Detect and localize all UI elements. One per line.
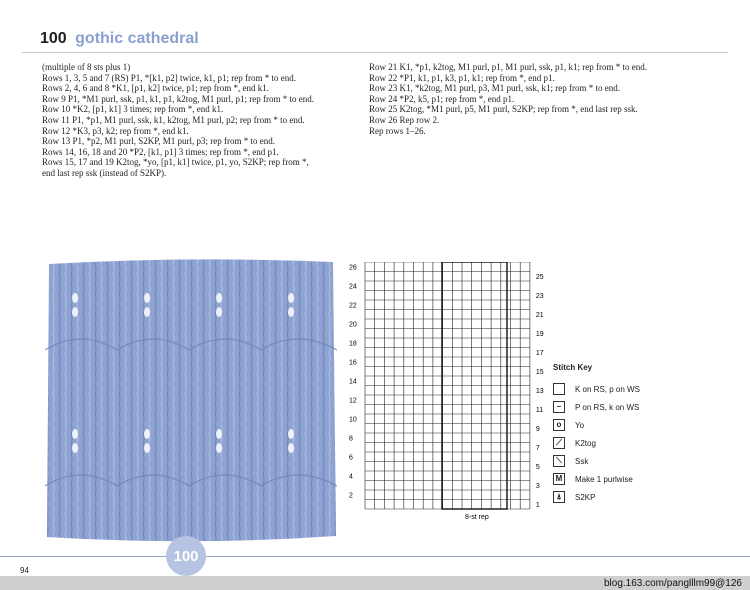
- key-item: [553, 380, 713, 398]
- key-item: [553, 452, 713, 470]
- pattern-number: 100: [40, 30, 67, 47]
- chart-row-label: 11: [535, 407, 544, 415]
- stitch-chart: [347, 262, 547, 522]
- chart-row-label: 18: [349, 340, 357, 348]
- chart-row-label: 12: [349, 397, 357, 405]
- make1-purl-icon: M: [553, 473, 565, 485]
- stitch-key: [553, 363, 713, 506]
- pattern-badge: 100: [166, 536, 206, 576]
- chart-row-label: 19: [535, 331, 544, 339]
- instruction-line: Rows 2, 4, 6 and 8 *K1, [p1, k2] twice, p1; rep from *, end k1.: [42, 83, 269, 94]
- key-item: [553, 416, 713, 434]
- chart-row-label: 21: [535, 312, 544, 320]
- instructions-right-column: [369, 62, 699, 136]
- key-item: [553, 470, 713, 488]
- key-item: [553, 434, 713, 452]
- page-number: 94: [20, 566, 29, 575]
- instruction-line: Row 10 *K2, [p1, k1] 3 times; rep from *, end k1.: [42, 104, 224, 115]
- chart-row-label: 10: [349, 416, 357, 424]
- purl-icon: –: [553, 401, 565, 413]
- instruction-line: Row 24 *P2, k5, p1; rep from *, end p1.: [369, 93, 515, 104]
- instructions-left-column: [42, 62, 357, 179]
- k2tog-icon: ⟋: [553, 437, 565, 449]
- chart-row-label: 5: [535, 464, 540, 472]
- ssk-icon: ⟍: [553, 455, 565, 467]
- instruction-line: Row 26 Rep row 2.: [369, 114, 440, 125]
- key-label: P on RS, k on WS: [575, 402, 640, 412]
- instruction-line: Rows 1, 3, 5 and 7 (RS) P1, *[k1, p2] twice, k1, p1; rep from * to end.: [42, 72, 296, 83]
- key-label: Make 1 purlwise: [575, 474, 633, 484]
- instruction-line: Row 21 K1, *p1, k2tog, M1 purl, p1, M1 purl, ssk, p1, k1; rep from * to end.: [369, 62, 647, 72]
- instruction-line: Row 11 P1, *p1, M1 purl, ssk, k1, k2tog, M1 purl, p2; rep from * to end.: [42, 114, 305, 125]
- header-rule: [22, 52, 728, 53]
- chart-row-label: 25: [535, 274, 544, 282]
- footer-rule: [0, 556, 750, 557]
- chart-row-label: 1: [535, 502, 540, 510]
- chart-row-label: 20: [349, 321, 357, 329]
- chart-row-label: 3: [535, 483, 540, 491]
- knit-swatch-photo: [45, 254, 337, 544]
- repeat-label: 8-st rep: [465, 514, 489, 521]
- instruction-line: Rows 15, 17 and 19 K2tog, *yo, [p1, k1] twice, p1, yo, S2KP; rep from *,: [42, 157, 309, 168]
- chart-row-label: 13: [535, 388, 544, 396]
- instruction-line: (multiple of 8 sts plus 1): [42, 62, 131, 72]
- chart-row-label: 16: [349, 359, 357, 367]
- pattern-name: gothic cathedral: [75, 30, 199, 47]
- chart-row-label: 22: [349, 302, 357, 310]
- key-label: Yo: [575, 420, 585, 430]
- watermark: blog.163.com/panglllm99@126: [603, 578, 742, 589]
- key-label: S2KP: [575, 492, 596, 502]
- instruction-line: Row 22 *P1, k1, p1, k3, p1, k1; rep from *, end p1.: [369, 72, 555, 83]
- instruction-line: Row 9 P1, *M1 purl, ssk, p1, k1, p1, k2tog, M1 purl, p1; rep from * to end.: [42, 93, 314, 104]
- chart-row-label: 4: [349, 473, 353, 481]
- key-label: K on RS, p on WS: [575, 384, 640, 394]
- instruction-line: end last rep ssk (instead of S2KP).: [42, 167, 167, 178]
- stitch-key-title: Stitch Key: [553, 363, 593, 372]
- chart-row-label: 8: [349, 435, 353, 443]
- knit-icon: [553, 383, 565, 395]
- chart-row-label: 7: [535, 445, 540, 453]
- chart-row-label: 17: [535, 350, 544, 358]
- instruction-line: Rep rows 1–26.: [369, 125, 426, 136]
- chart-row-label: 24: [349, 283, 357, 291]
- chart-row-label: 15: [535, 369, 544, 377]
- page-title: [40, 30, 199, 48]
- chart-row-label: 14: [349, 378, 357, 386]
- key-item: [553, 398, 713, 416]
- instruction-line: Row 12 *K3, p3, k2; rep from *, end k1.: [42, 125, 189, 136]
- instruction-line: Row 13 P1, *p2, M1 purl, S2KP, M1 purl, p3; rep from * to end.: [42, 136, 276, 147]
- yo-icon: o: [553, 419, 565, 431]
- instruction-line: Rows 14, 16, 18 and 20 *P2, [k1, p1] 3 times; rep from *, end p1.: [42, 146, 279, 157]
- instruction-line: Row 25 K2tog, *M1 purl, p5, M1 purl, S2KP; rep from *, end last rep ssk.: [369, 104, 638, 115]
- key-label: K2tog: [575, 438, 596, 448]
- chart-row-label: 6: [349, 454, 353, 462]
- chart-row-label: 26: [349, 264, 357, 272]
- chart-row-label: 9: [535, 426, 540, 434]
- instruction-line: Row 23 K1, *k2tog, M1 purl, p3, M1 purl, ssk, k1; rep from * to end.: [369, 83, 620, 94]
- chart-row-label: 2: [349, 492, 353, 500]
- key-item: [553, 488, 713, 506]
- chart-row-label: 23: [535, 293, 544, 301]
- key-label: Ssk: [575, 456, 589, 466]
- s2kp-icon: ⍋: [553, 491, 565, 503]
